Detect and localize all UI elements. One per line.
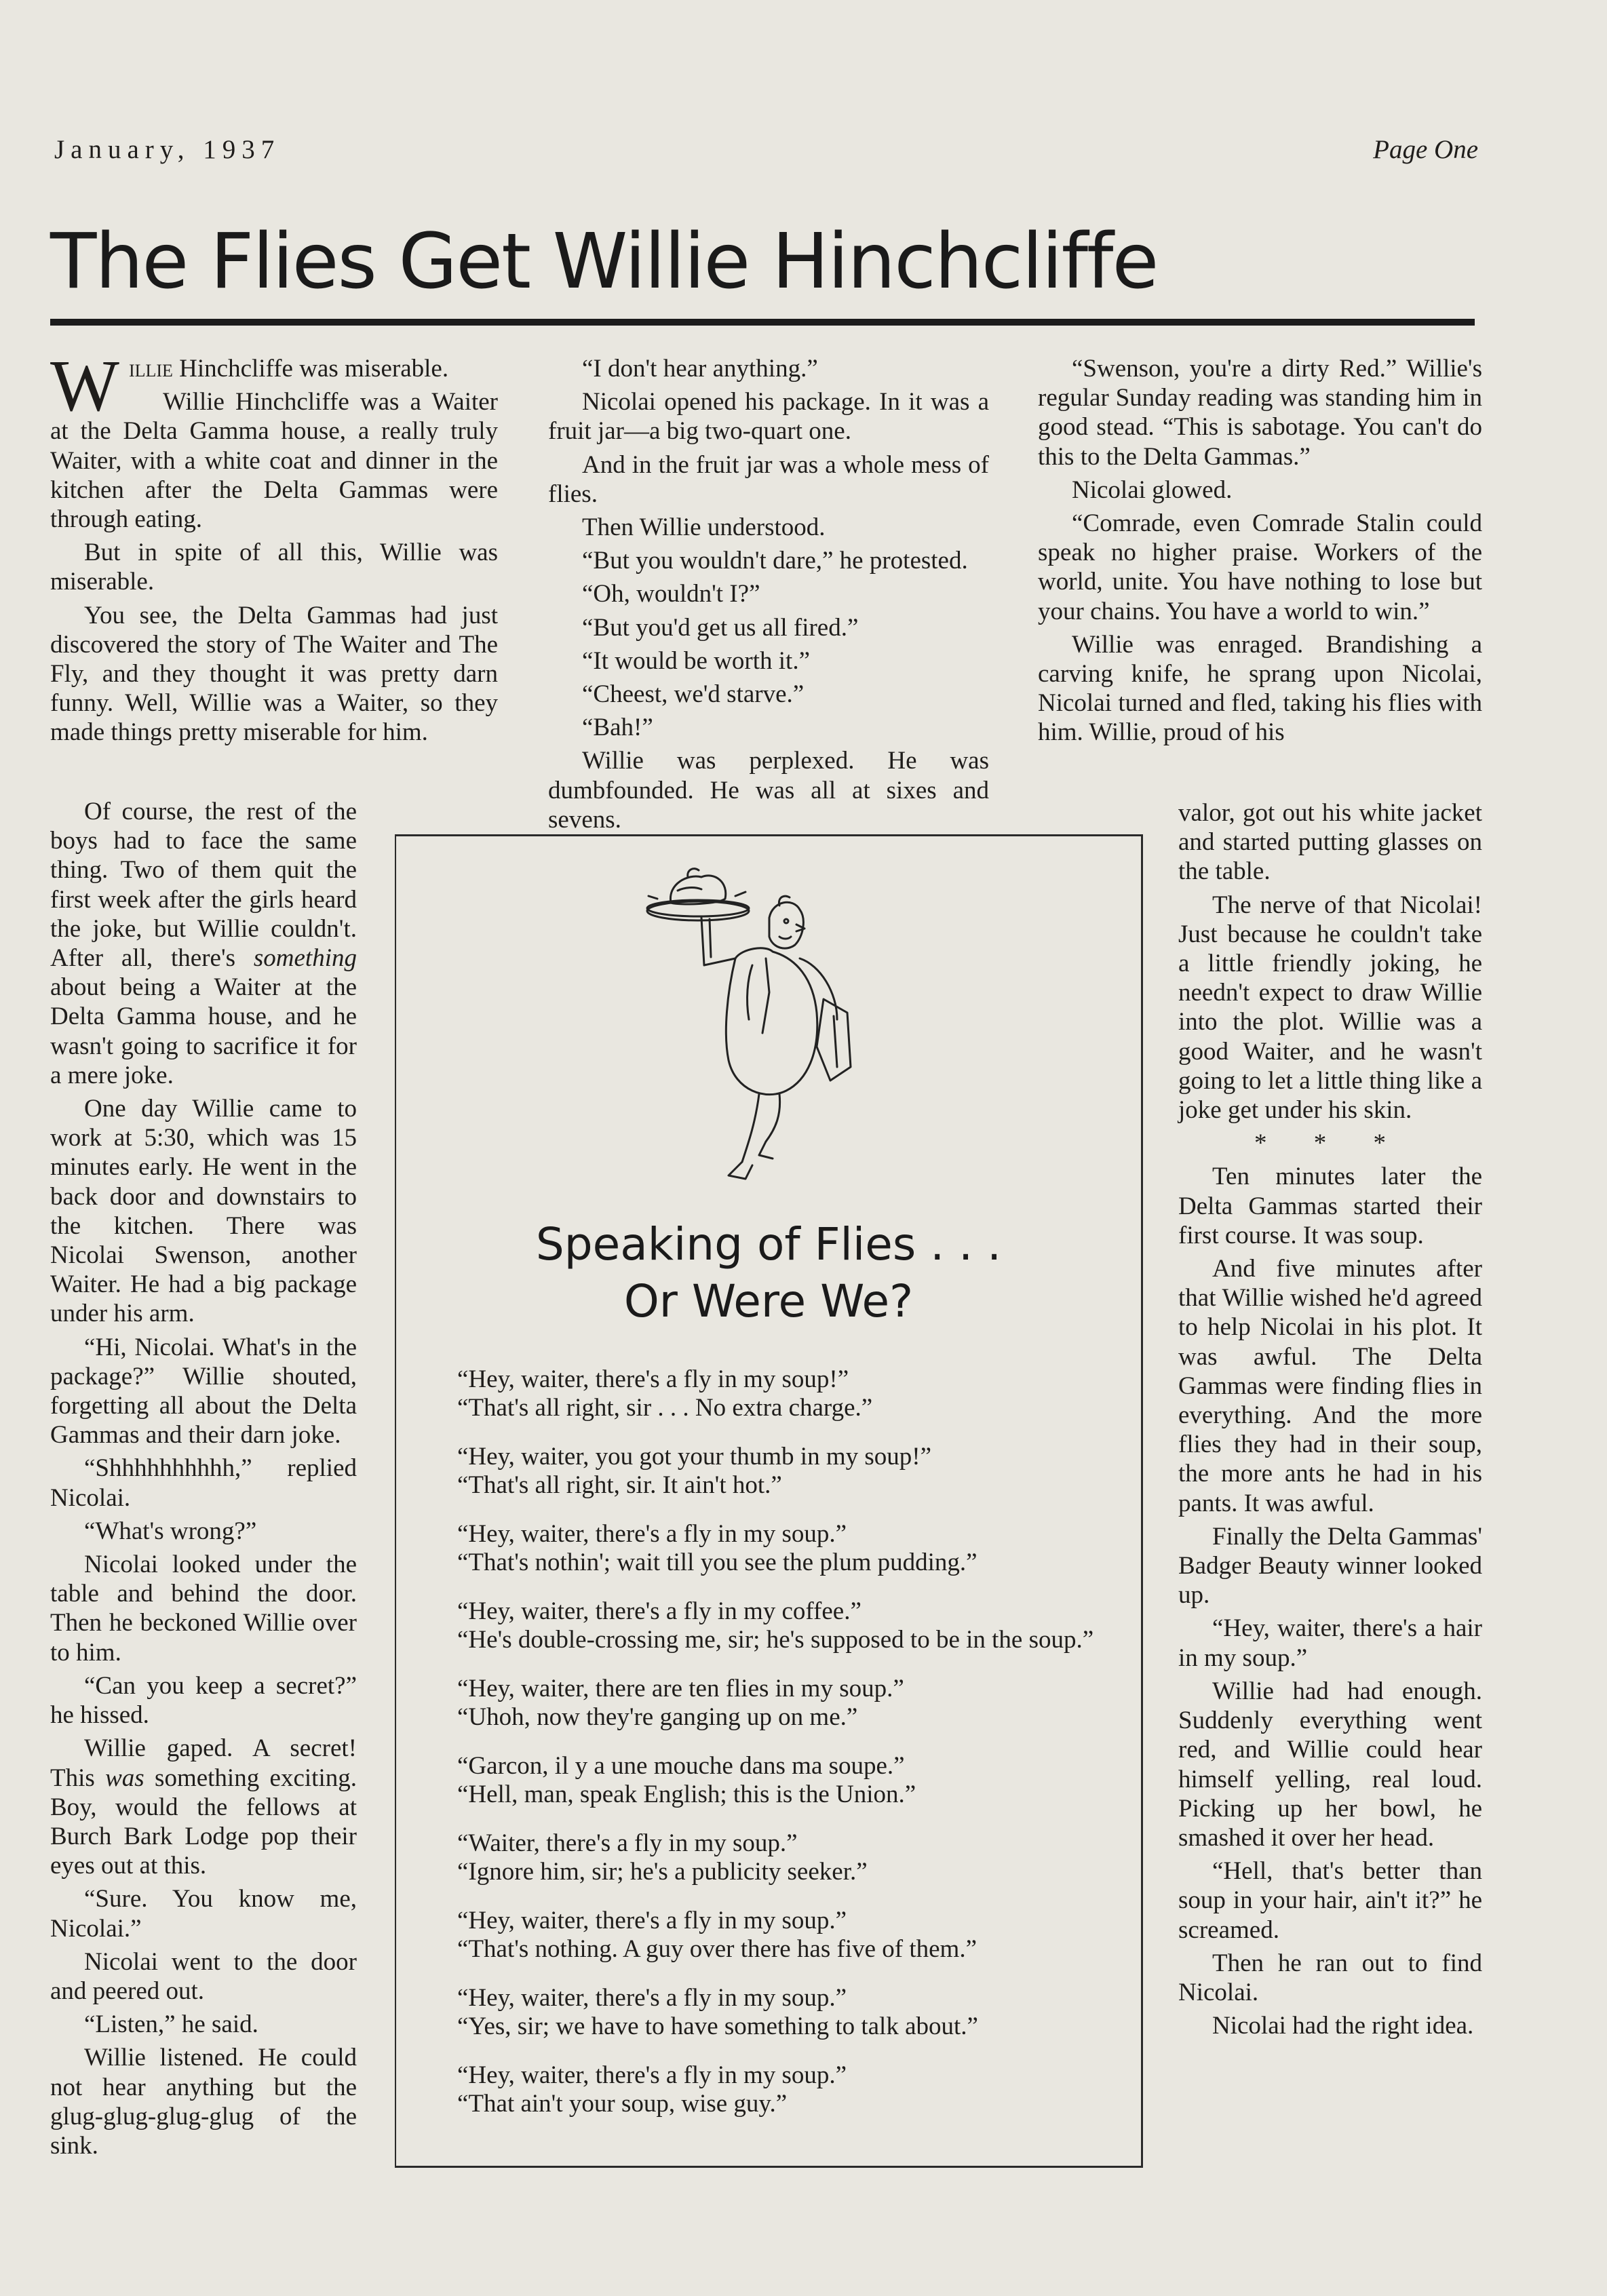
paragraph: [50, 1734, 357, 1880]
joke-line: “Ignore him, sir; he's a publicity seeker.”: [457, 1858, 868, 1886]
paragraph: Nicolai opened his package. In it was a fruit jar—a big two-quart one.: [548, 388, 989, 446]
joke-line: “Hey, waiter, there's a fly in my soup.”: [457, 2061, 847, 2089]
joke-line: “That's all right, sir . . . No extra charge.”: [457, 1394, 873, 1422]
small-caps-lead: illie: [128, 355, 173, 383]
section-break: * * *: [1254, 1129, 1406, 1158]
joke: [430, 1520, 1108, 1577]
paragraph-text: Hinchcliffe was miserable.: [172, 355, 449, 383]
paragraph: “It would be worth it.”: [582, 646, 810, 675]
drop-cap: W: [50, 346, 119, 427]
joke-line: “Hey, waiter, you got your thumb in my soup!”: [457, 1443, 931, 1471]
paragraph: You see, the Delta Gammas had just discovered the story of The Waiter and The Fly, and they thought it was pretty darn funny. Well, Willie was a Waiter, so they made things pretty miserable for him.: [50, 601, 498, 747]
paragraph: Willie Hinchcliffe was a Waiter at the Delta Gamma house, a really truly Waiter, with a white coat and dinner in the kitchen after the Delta Gammas were through eating.: [50, 388, 498, 534]
paragraph: One day Willie came to work at 5:30, which was 15 minutes early. He went in the back door and downstairs to the kitchen. There was Nicolai Swenson, another Waiter. He had a big package under his arm.: [50, 1095, 357, 1328]
paragraph: [50, 346, 498, 427]
joke-line: “Hey, waiter, there's a fly in my coffee.”: [457, 1597, 861, 1625]
paragraph: valor, got out his white jacket and started putting glasses on the table.: [1178, 799, 1482, 886]
joke-line: “That ain't your soup, wise guy.”: [457, 2090, 788, 2118]
paragraph: “But you'd get us all fired.”: [582, 613, 859, 642]
joke: [430, 1365, 1108, 1422]
sidebar-box: [395, 834, 1143, 2168]
emphasis: something: [253, 944, 357, 973]
paragraph: “Hell, that's better than soup in your hair, ain't it?” he screamed.: [1178, 1857, 1482, 1944]
paragraph: Nicolai glowed.: [1072, 475, 1233, 504]
paragraph: “Oh, wouldn't I?”: [582, 580, 760, 608]
joke-line: “He's double-crossing me, sir; he's supposed to be in the soup.”: [457, 1626, 1094, 1654]
paragraph: “Hi, Nicolai. What's in the package?” Willie shouted, forgetting all about the Delta Gammas and their darn joke.: [50, 1333, 357, 1449]
joke: [430, 1984, 1108, 2041]
joke-line: “Hey, waiter, there's a fly in my soup.”: [457, 1907, 847, 1934]
page-number: Page One: [1373, 135, 1478, 164]
joke-line: “That's all right, sir. It ain't hot.”: [457, 1471, 782, 1499]
paragraph: [50, 797, 357, 1090]
issue-date: January, 1937: [54, 135, 281, 164]
paragraph: “What's wrong?”: [84, 1517, 257, 1545]
joke-line: “That's nothing. A guy over there has five of them.”: [457, 1935, 977, 1963]
joke-line: “Garcon, il y a une mouche dans ma soupe.”: [457, 1752, 905, 1780]
column-1-lower: [50, 797, 357, 2164]
paragraph-text: Willie gaped. A secret! This: [50, 1734, 357, 1792]
paragraph: “Can you keep a secret?” he hissed.: [50, 1671, 357, 1730]
paragraph: Willie listened. He could not hear anything but the glug-glug-glug-glug of the sink.: [50, 2044, 357, 2160]
article-title: The Flies Get Willie Hinchcliffe: [50, 218, 1158, 306]
paragraph: The nerve of that Nicolai! Just because he couldn't take a little friendly joking, he needn't expect to draw Willie into the plot. Willie was a good Waiter, and he wasn't going to let a little thing like a joke get under his skin.: [1178, 891, 1482, 1125]
column-3-upper: [1038, 354, 1482, 752]
paragraph: Nicolai looked under the table and behind the door. Then he beckoned Willie over to him.: [50, 1551, 357, 1667]
paragraph: Willie had had enough. Suddenly everything went red, and Willie could hear himself yelling, real loud. Picking up her bowl, he smashed it over her head.: [1178, 1677, 1482, 1852]
paragraph: “But you wouldn't dare,” he protested.: [582, 547, 968, 575]
joke: [430, 1675, 1108, 1732]
paragraph: “Comrade, even Comrade Stalin could speak no higher praise. Workers of the world, unite. You have nothing to lose but your chains. You have a world to win.”: [1038, 509, 1482, 625]
paragraph: “Hey, waiter, there's a hair in my soup.”: [1178, 1614, 1482, 1672]
column-1-upper: [50, 346, 498, 752]
joke-line: “Hey, waiter, there are ten flies in my soup.”: [457, 1675, 904, 1702]
paragraph: “Sure. You know me, Nicolai.”: [50, 1885, 357, 1943]
paragraph: Willie was perplexed. He was dumbfounded. He was all at sixes and sevens.: [548, 747, 989, 834]
joke: [430, 2061, 1108, 2118]
joke: [430, 1907, 1108, 1964]
joke-line: “Uhoh, now they're ganging up on me.”: [457, 1703, 858, 1731]
paragraph: “Cheest, we'd starve.”: [582, 680, 805, 709]
joke: [430, 1829, 1108, 1886]
joke-line: “That's nothin'; wait till you see the plum pudding.”: [457, 1549, 977, 1576]
paragraph: And in the fruit jar was a whole mess of flies.: [548, 450, 989, 508]
emphasis: was: [105, 1764, 144, 1792]
paragraph: But in spite of all this, Willie was miserable.: [50, 539, 498, 596]
paragraph: And five minutes after that Willie wished he'd agreed to help Nicolai in his plot. It was awful. The Delta Gammas were finding flies in everything. And the more flies they had in their soup, the more ants he had in his pants. It was awful.: [1178, 1255, 1482, 1517]
column-3-lower: [1178, 798, 1482, 2044]
paragraph: Nicolai had the right idea.: [1212, 2012, 1474, 2040]
joke: [430, 1752, 1108, 1809]
paragraph: Finally the Delta Gammas' Badger Beauty winner looked up.: [1178, 1522, 1482, 1610]
paragraph: Nicolai went to the door and peered out.: [50, 1947, 357, 2005]
joke-line: “Hell, man, speak English; this is the Union.”: [457, 1781, 916, 1808]
sidebar-title: [396, 1216, 1141, 1330]
joke-line: “Yes, sir; we have to have something to talk about.”: [457, 2012, 978, 2040]
paragraph: Ten minutes later the Delta Gammas started their first course. It was soup.: [1178, 1163, 1482, 1249]
sidebar-title-line: Speaking of Flies . . .: [535, 1218, 1002, 1270]
paragraph-text: Of course, the rest of the boys had to face the same thing. Two of them quit the first week after the girls heard the joke, but Willie couldn't. After all, there's: [50, 798, 357, 973]
paragraph: Then Willie understood.: [582, 513, 826, 542]
paragraph: Willie was enraged. Brandishing a carving knife, he sprang upon Nicolai, Nicolai turned and fled, taking his flies with him. Willie, proud of his: [1038, 630, 1482, 747]
paragraph: “Bah!”: [582, 714, 653, 742]
joke-list: [430, 1365, 1108, 2139]
paragraph-text: about being a Waiter at the Delta Gamma house, and he wasn't going to sacrifice it for a mere joke.: [50, 973, 357, 1089]
column-2: [548, 354, 989, 838]
title-rule: [50, 319, 1475, 326]
paragraph-text: something exciting. Boy, would the fellows at Burch Bark Lodge pop their eyes out at this.: [50, 1764, 357, 1880]
paragraph: “Swenson, you're a dirty Red.” Willie's regular Sunday reading was standing him in good stead. “This is sabotage. You can't do this to the Delta Gammas.”: [1038, 355, 1482, 471]
sidebar-title-line: Or Were We?: [623, 1275, 914, 1327]
joke-line: “Hey, waiter, there's a fly in my soup!”: [457, 1365, 849, 1393]
joke: [430, 1443, 1108, 1500]
paragraph: “Listen,” he said.: [84, 2010, 258, 2039]
joke-line: “Waiter, there's a fly in my soup.”: [457, 1829, 798, 1857]
joke-line: “Hey, waiter, there's a fly in my soup.”: [457, 1520, 847, 1548]
paragraph: Then he ran out to find Nicolai.: [1178, 1949, 1482, 2006]
paragraph: “Shhhhhhhhhh,” replied Nicolai.: [50, 1454, 357, 1512]
joke-line: “Hey, waiter, there's a fly in my soup.”: [457, 1984, 847, 2012]
paragraph: “I don't hear anything.”: [582, 355, 818, 383]
waiter-illustration: [634, 857, 878, 1196]
joke: [430, 1597, 1108, 1654]
